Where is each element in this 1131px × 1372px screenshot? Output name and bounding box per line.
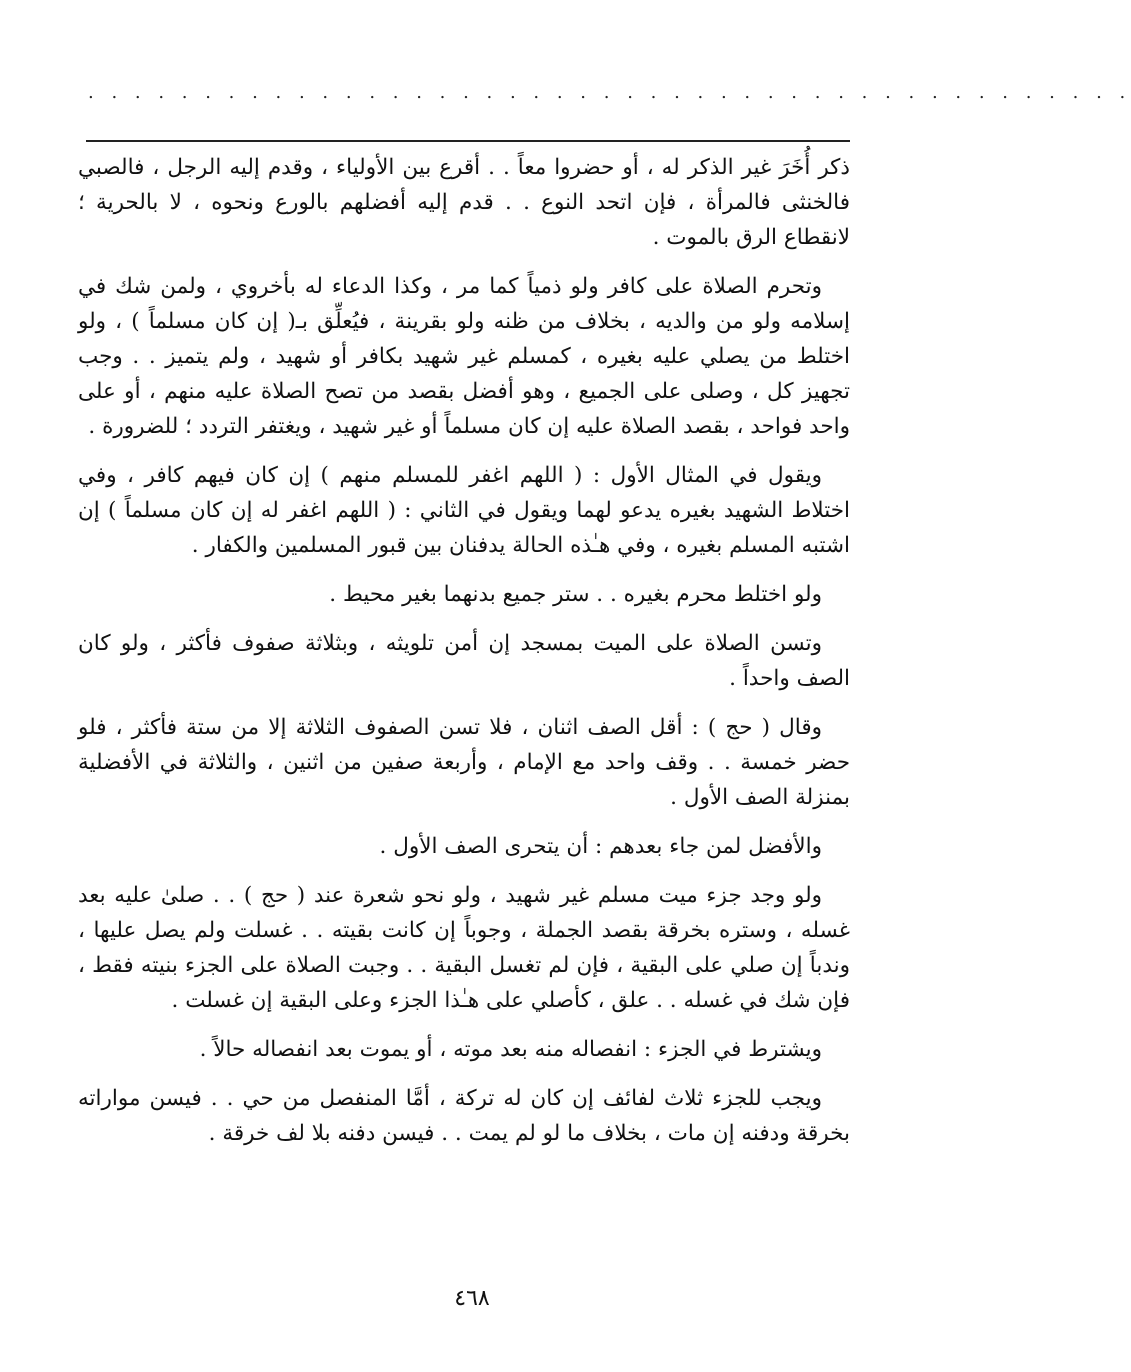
paragraph: ولو اختلط محرم بغيره . . ستر جميع بدنهما بغير محيط . <box>329 582 822 607</box>
header-dotted-line: . . . . . . . . . . . . . . . . . . . . . . . . . . . . . . . . . . . . . . . . . . . . . <box>88 82 1131 103</box>
paragraph: والأفضل لمن جاء بعدهم : أن يتحرى الصف الأول . <box>379 834 822 859</box>
paragraph: ويجب للجزء ثلاث لفائف إن كان له تركة ، أمَّا المنفصل من حي . . فيسن مواراته بخرقة ودفنه إن مات ، بخلاف ما لو لم يمت . . فيسن دفنه بلا لف خرقة . <box>78 1086 850 1146</box>
paragraph: ويشترط في الجزء : انفصاله منه بعد موته ، أو يموت بعد انفصاله حالاً . <box>199 1037 822 1062</box>
paragraph: ويقول في المثال الأول : ( اللهم اغفر للمسلم منهم ) إن كان فيهم كافر ، وفي اختلاط الشهيد بغيره يدعو لهما ويقول في الثاني : ( اللهم اغفر له إن كان مسلماً ) إن اشتبه المسلم بغيره ، وفي هـٰذه الحالة يدفنان بين قبور المسلمين والكفار . <box>78 463 850 558</box>
paragraph: وقال ( حج ) : أقل الصف اثنان ، فلا تسن الصفوف الثلاثة إلا من ستة فأكثر ، فلو حضر خمسة . . وقف واحد مع الإمام ، وأربعة صفين من اثنين ، والثلاثة في الأفضلية بمنزلة الصف الأول . <box>78 715 850 810</box>
header-rule <box>86 140 850 142</box>
body-text <box>78 150 850 1165</box>
paragraph: وتحرم الصلاة على كافر ولو ذمياً كما مر ، وكذا الدعاء له بأخروي ، ولمن شك في إسلامه ولو من والديه ، بخلاف من ظنه ولو بقرينة ، فيُعلِّق بـ( إن كان مسلماً ) ، ولو اختلط من يصلي عليه بغيره ، كمسلم غير شهيد بكافر أو شهيد ، ولم يتميز . . وجب تجهيز كل ، وصلى على الجميع ، وهو أفضل بقصد من تصح الصلاة عليه منهم ، أو على واحد فواحد ، بقصد الصلاة عليه إن كان مسلماً أو غير شهيد ، ويغتفر التردد ؛ للضرورة . <box>78 274 850 439</box>
paragraph: ولو وجد جزء ميت مسلم غير شهيد ، ولو نحو شعرة عند ( حج ) . . صلىٰ عليه بعد غسله ، وستره بخرقة بقصد الجملة ، وجوباً إن كانت بقيته . . غسلت ولم يصل عليها ، وندباً إن صلي على البقية ، فإن لم تغسل البقية . . وجبت الصلاة على الجزء بنيته فقط ، فإن شك في غسله . . علق ، كأصلي على هـٰذا الجزء وعلى البقية إن غسلت . <box>78 883 850 1013</box>
paragraph: ذكر أُخَرَ غير الذكر له ، أو حضروا معاً . . أقرع بين الأولياء ، وقدم إليه الرجل ، فالصبي فالخنثى فالمرأة ، فإن اتحد النوع . . قدم إليه أفضلهم بالورع ونحوه ، لا بالحرية ؛ لانقطاع الرق بالموت . <box>78 155 850 250</box>
page-number: ٤٦٨ <box>454 1286 490 1311</box>
paragraph: وتسن الصلاة على الميت بمسجد إن أمن تلويثه ، وبثلاثة صفوف فأكثر ، ولو كان الصف واحداً . <box>78 631 850 691</box>
